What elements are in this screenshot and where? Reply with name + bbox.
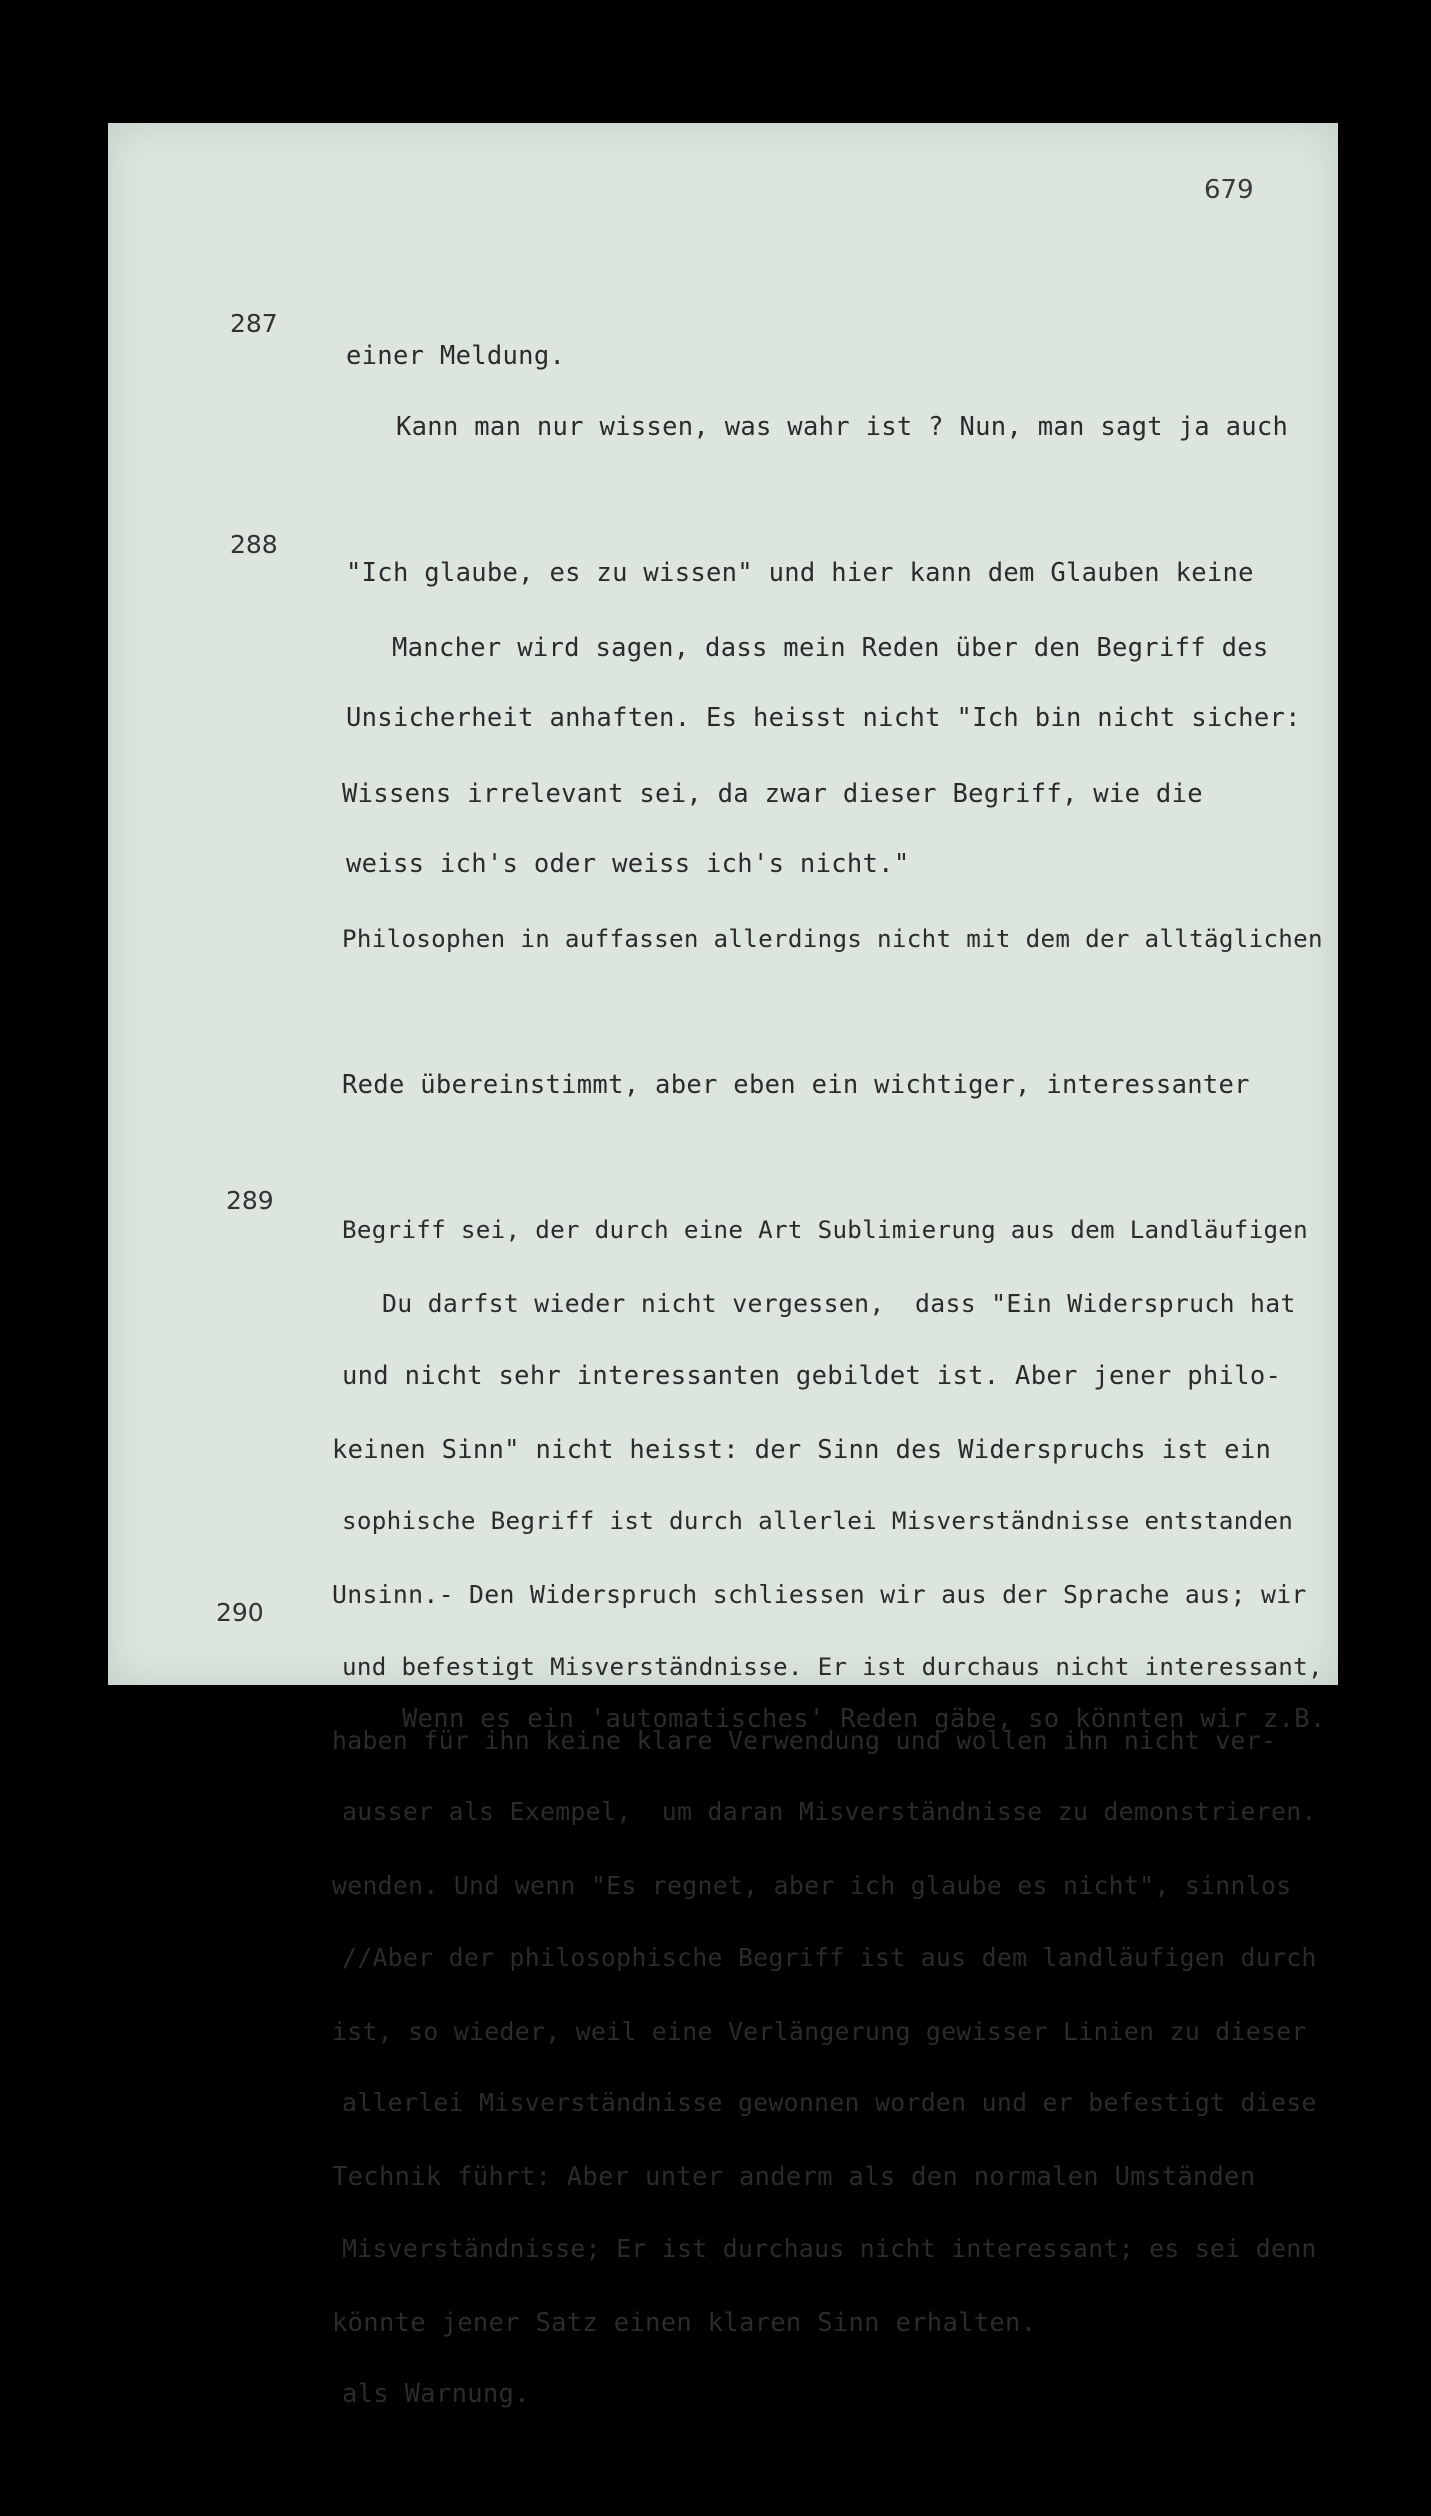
text-line: als Warnung. [342, 2379, 530, 2409]
text-line: Misverständnisse; Er ist durchaus nicht interessant; es sei denn [342, 2233, 1317, 2263]
text-line: Kann man nur wissen, was wahr ist ? Nun, man sagt ja auch [396, 412, 1289, 442]
text-line: Unsicherheit anhaften. Es heisst nicht "Ich bin nicht sicher: [346, 703, 1301, 733]
remark-number: 290 [216, 1598, 264, 1627]
text-line: könnte jener Satz einen klaren Sinn erhalten. [332, 2307, 1037, 2338]
text-line: Mancher wird sagen, dass mein Reden über den Begriff des [392, 633, 1269, 663]
text-line: haben für ihn keine klare Verwendung und wollen ihn nicht ver- [332, 1725, 1277, 1755]
text-line: Technik führt: Aber unter anderm als den normalen Umständen [332, 2162, 1256, 2192]
text-line: allerlei Misverständnisse gewonnen worden und er befestigt diese [342, 2088, 1317, 2117]
text-line: Wissens irrelevant sei, da zwar dieser Begriff, wie die [342, 778, 1203, 809]
text-line: Begriff sei, der durch eine Art Sublimierung aus dem Landläufigen [342, 1216, 1309, 1244]
remark-number: 287 [230, 309, 278, 338]
remark-number: 289 [226, 1186, 274, 1215]
text-line: Rede übereinstimmt, aber eben ein wichtiger, interessanter [342, 1069, 1250, 1100]
text-line: keinen Sinn" nicht heisst: der Sinn des Widerspruchs ist ein [332, 1434, 1272, 1465]
text-line: sophische Begriff ist durch allerlei Misverständnisse entstanden [342, 1507, 1294, 1535]
text-line: Wenn es ein 'automatisches' Reden gäbe, so könnten wir z.B. [402, 1704, 1326, 1734]
text-line: //Aber der philosophische Begriff ist aus dem landläufigen durch [342, 1942, 1317, 1972]
text-line: und nicht sehr interessanten gebildet ist. Aber jener philo- [342, 1360, 1282, 1391]
text-line: ist, so wieder, weil eine Verlängerung gewisser Linien zu dieser [332, 2016, 1307, 2046]
remark-paragraph [352, 1598, 1326, 1841]
text-line: Du darfst wieder nicht vergessen, dass "Ein Widerspruch hat [382, 1289, 1296, 1318]
text-line: weiss ich's oder weiss ich's nicht." [346, 848, 910, 879]
typescript-page [108, 123, 1338, 2409]
remark-number: 288 [230, 530, 278, 559]
text-line: einer Meldung. [346, 341, 566, 371]
text-line: und befestigt Misverständnisse. Er ist durchaus nicht interessant, [342, 1652, 1323, 1681]
text-line: Philosophen in auffassen allerdings nicht mit dem der alltäglichen [342, 925, 1323, 953]
text-line: Unsinn.- Den Widerspruch schliessen wir aus der Sprache aus; wir [332, 1580, 1307, 1609]
text-line: "Ich glaube, es zu wissen" und hier kann dem Glauben keine [346, 557, 1254, 588]
text-line: wenden. Und wenn "Es regnet, aber ich glaube es nicht", sinnlos [332, 1871, 1292, 1900]
text-line: ausser als Exempel, um daran Misverständnisse zu demonstrieren. [342, 1797, 1317, 1826]
page-number: 679 [1204, 175, 1254, 205]
